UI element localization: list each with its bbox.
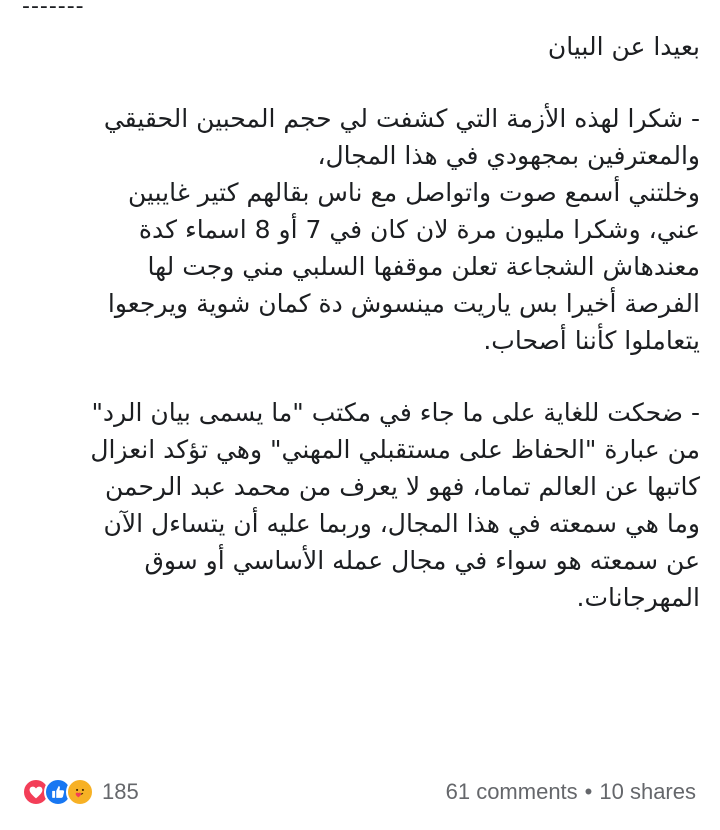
separator-dashes: -------: [22, 0, 85, 19]
post-line: عن سمعته هو سواء في مجال عمله الأساسي أو سوق: [144, 546, 700, 575]
post-line: وخلتني أسمع صوت واتواصل مع ناس بقالهم كتير غايبين: [128, 178, 700, 207]
post-footer: [22, 772, 696, 812]
reaction-count: 185: [102, 779, 139, 804]
post-line: يتعاملوا كأننا أصحاب.: [483, 326, 700, 355]
reactions-summary[interactable]: [22, 778, 139, 806]
post-body: [22, 28, 700, 616]
post-line: - شكرا لهذه الأزمة التي كشفت لي حجم المحبين الحقيقي: [103, 104, 700, 133]
engagement-counts: [446, 779, 696, 805]
post-line: والمعترفين بمجهودي في هذا المجال،: [317, 141, 700, 170]
post-line: من عبارة "الحفاظ على مستقبلي المهني" وهي تؤكد انعزال: [90, 435, 700, 464]
post-line: عني، وشكرا مليون مرة لان كان في 7 أو 8 اسماء كدة: [138, 215, 700, 244]
paragraph-gap: [22, 65, 700, 100]
paragraph-gap: [22, 359, 700, 394]
post-line: - ضحكت للغاية على ما جاء في مكتب "ما يسمى بيان الرد": [91, 398, 700, 427]
post-line: وما هي سمعته في هذا المجال، وربما عليه أن يتساءل الآن: [103, 509, 700, 538]
post-line: المهرجانات.: [576, 583, 700, 612]
shares-link[interactable]: 10 shares: [599, 779, 696, 804]
post-line: الفرصة أخيرا بس ياريت مينسوش دة كمان شوية ويرجعوا: [107, 289, 700, 318]
care-icon: [66, 778, 94, 806]
post-title: بعيدا عن البيان: [547, 32, 700, 61]
comments-link[interactable]: 61 comments: [445, 779, 578, 804]
post-line: معندهاش الشجاعة تعلن موقفها السلبي مني وجت لها: [147, 252, 700, 281]
separator-dot: •: [584, 779, 593, 804]
reaction-icons: [22, 778, 94, 806]
post-line: كاتبها عن العالم تماما، فهو لا يعرف من محمد عبد الرحمن: [105, 472, 700, 501]
